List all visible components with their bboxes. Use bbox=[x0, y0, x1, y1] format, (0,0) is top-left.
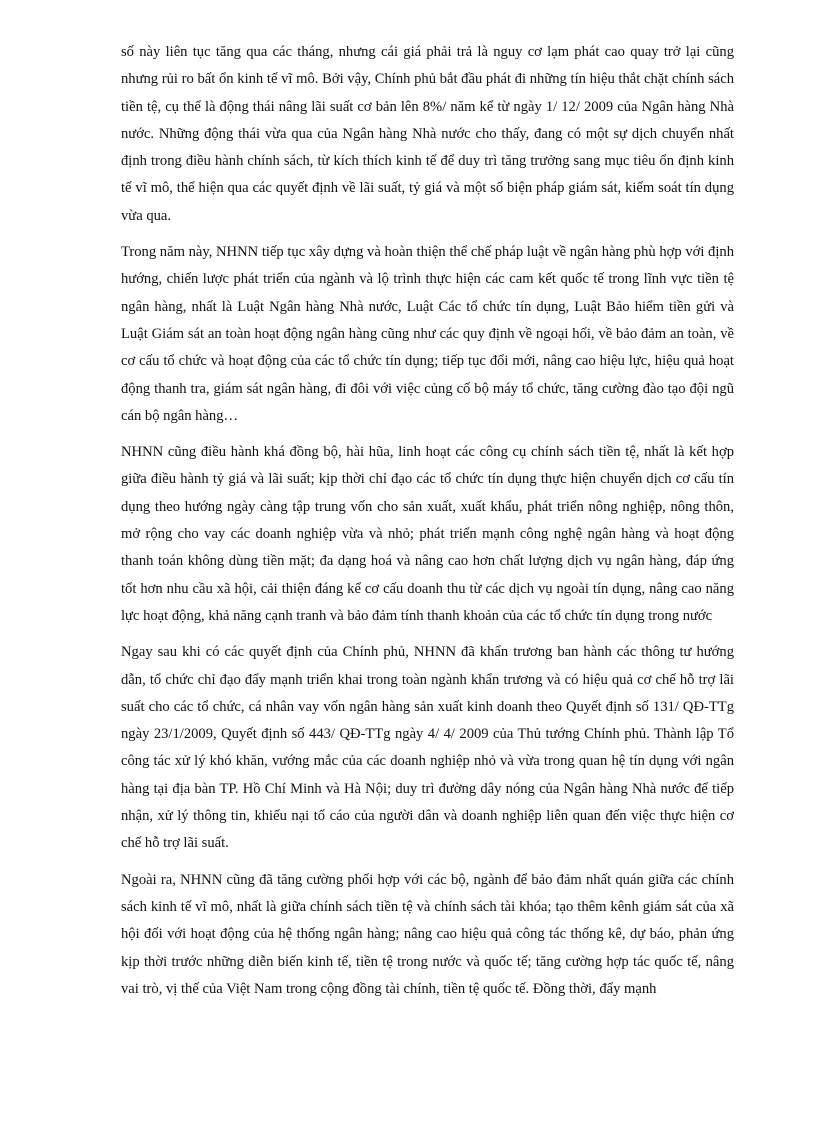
paragraph-1: số này liên tục tăng qua các tháng, nhưng cái giá phải trả là nguy cơ lạm phát cao quay trở lại cũng nhưng rủi ro bất ổn kinh tế vĩ mô. Bởi vậy, Chính phủ bắt đầu phát đi những tín hiệu thắt chặt chính sách tiền tệ, cụ thể là động thái nâng lãi suất cơ bản lên 8%/ năm kể từ ngày 1/ 12/ 2009 của Ngân hàng Nhà nước. Những động thái vừa qua của Ngân hàng Nhà nước cho thấy, đang có một sự dịch chuyển nhất định trong điều hành chính sách, từ kích thích kinh tế để duy trì tăng trưởng sang mục tiêu ổn định kinh tế vĩ mô, thể hiện qua các quyết định về lãi suất, tỷ giá và một số biện pháp giám sát, kiểm soát tín dụng vừa qua. bbox=[121, 44, 734, 224]
paragraph-4: Ngay sau khi có các quyết định của Chính phủ, NHNN đã khẩn trương ban hành các thông tư hướng dẫn, tổ chức chỉ đạo đẩy mạnh triển khai trong toàn ngành khẩn trương và có hiệu quả cơ chế hỗ trợ lãi suất cho các tổ chức, cá nhân vay vốn ngân hàng sản xuất kinh doanh theo Quyết định số 131/ QĐ-TTg ngày 23/1/2009, Quyết định số 443/ QĐ-TTg ngày 4/ 4/ 2009 của Thủ tướng Chính phủ. Thành lập Tổ công tác xử lý khó khăn, vướng mắc của các doanh nghiệp nhỏ và vừa trong quan hệ tín dụng với ngân hàng tại địa bàn TP. Hồ Chí Minh và Hà Nội; duy trì đường dây nóng của Ngân hàng Nhà nước để tiếp nhận, xử lý thông tin, khiếu nại tố cáo của người dân và doanh nghiệp liên quan đến việc thực hiện cơ chế hỗ trợ lãi suất. bbox=[121, 644, 734, 852]
paragraph-5: Ngoài ra, NHNN cũng đã tăng cường phối hợp với các bộ, ngành để bảo đảm nhất quán giữa các chính sách kinh tế vĩ mô, nhất là giữa chính sách tiền tệ và chính sách tài khóa; tạo thêm kênh giám sát của xã hội đối với hoạt động của hệ thống ngân hàng; nâng cao hiệu quả công tác thống kê, dự báo, phản ứng kịp thời trước những diễn biến kinh tế, tiền tệ trong nước và quốc tế; tăng cường hợp tác quốc tế, nâng vai trò, vị thế của Việt Nam trong cộng đồng tài chính, tiền tệ quốc tế. Đồng thời, đẩy mạnh bbox=[121, 871, 734, 997]
paragraph-2: Trong năm này, NHNN tiếp tục xây dựng và hoàn thiện thể chế pháp luật về ngân hàng phù hợp với định hướng, chiến lược phát triển của ngành và lộ trình thực hiện các cam kết quốc tế trong lĩnh vực tiền tệ ngân hàng, nhất là Luật Ngân hàng Nhà nước, Luật Các tổ chức tín dụng, Luật Bảo hiểm tiền gửi và Luật Giám sát an toàn hoạt động ngân hàng cũng như các quy định về ngoại hối, về bảo đảm an toàn, về cơ cấu tổ chức và hoạt động của các tổ chức tín dụng; tiếp tục đổi mới, nâng cao hiệu lực, hiệu quả hoạt động thanh tra, giám sát ngân hàng, đi đôi với việc củng cố bộ máy tổ chức, tăng cường đào tạo đội ngũ cán bộ ngân hàng… bbox=[121, 244, 734, 424]
paragraph-3: NHNN cũng điều hành khá đồng bộ, hài hũa, linh hoạt các công cụ chính sách tiền tệ, nhất là kết hợp giữa điều hành tỷ giá và lãi suất; kịp thời chỉ đạo các tổ chức tín dụng thực hiện chuyển dịch cơ cấu tín dụng theo hướng ngày càng tập trung vốn cho sản xuất, xuất khẩu, phát triển nông nghiệp, nông thôn, mở rộng cho vay các doanh nghiệp vừa và nhỏ; phát triển mạnh công nghệ ngân hàng và hoạt động thanh toán không dùng tiền mặt; đa dạng hoá và nâng cao hơn chất lượng dịch vụ ngân hàng, đáp ứng tốt hơn nhu cầu xã hội, cải thiện đáng kể cơ cấu doanh thu từ các dịch vụ ngoài tín dụng, nâng cao năng lực hoạt động, khả năng cạnh tranh và bảo đảm tính thanh khoản của các tổ chức tín dụng trong nước bbox=[121, 444, 734, 624]
